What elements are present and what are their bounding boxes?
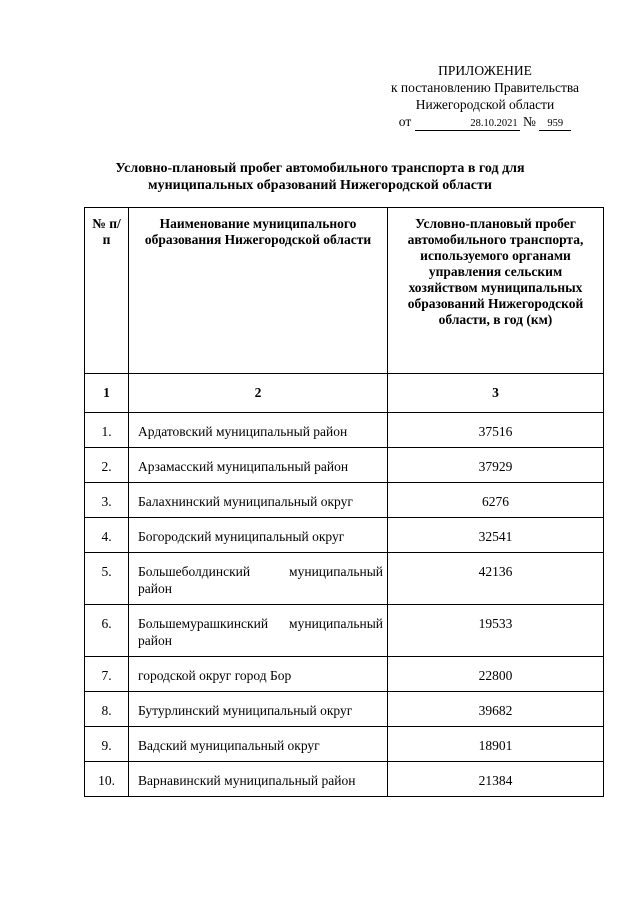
header-mileage: Условно-плановый пробег автомобильного транспорта, используемого органами управления сельским хозяйством муниципальных образований Нижегородской области, в год (км) bbox=[388, 208, 604, 374]
table-row bbox=[85, 762, 604, 797]
table-row bbox=[85, 448, 604, 483]
header-municipality: Наименование муниципального образования Нижегородской области bbox=[129, 208, 388, 374]
table-row bbox=[85, 605, 604, 657]
row-number: 4. bbox=[85, 518, 129, 553]
decree-date: 28.10.2021 bbox=[415, 118, 520, 131]
table-row bbox=[85, 727, 604, 762]
mileage-value: 22800 bbox=[388, 657, 604, 692]
column-number: 1 bbox=[85, 374, 129, 413]
number-label: № bbox=[522, 114, 536, 129]
municipality-name: Богородский муниципальный округ bbox=[129, 518, 388, 553]
row-number: 10. bbox=[85, 762, 129, 797]
column-number: 2 bbox=[129, 374, 388, 413]
row-number: 5. bbox=[85, 553, 129, 605]
mileage-value: 37929 bbox=[388, 448, 604, 483]
mileage-value: 37516 bbox=[388, 413, 604, 448]
mileage-table bbox=[84, 207, 604, 797]
row-number: 3. bbox=[85, 483, 129, 518]
document-title bbox=[70, 160, 570, 194]
table-row bbox=[85, 413, 604, 448]
municipality-name: Ардатовский муниципальный район bbox=[129, 413, 388, 448]
municipality-name: Вадский муниципальный округ bbox=[129, 727, 388, 762]
row-number: 7. bbox=[85, 657, 129, 692]
appendix-line-2: к постановлению Правительства bbox=[390, 80, 580, 95]
municipality-name: Балахнинский муниципальный округ bbox=[129, 483, 388, 518]
header-number: № п/п bbox=[85, 208, 129, 374]
document-title-line-1: Условно-плановый пробег автомобильного транспорта в год для bbox=[115, 161, 525, 176]
table-row bbox=[85, 518, 604, 553]
municipality-name: городской округ город Бор bbox=[129, 657, 388, 692]
column-number: 3 bbox=[388, 374, 604, 413]
municipality-name: Варнавинский муниципальный район bbox=[129, 762, 388, 797]
mileage-value: 18901 bbox=[388, 727, 604, 762]
decree-number: 959 bbox=[539, 118, 571, 131]
mileage-value: 39682 bbox=[388, 692, 604, 727]
appendix-header bbox=[360, 62, 610, 131]
column-number-row bbox=[85, 374, 604, 413]
municipality-name: Большемурашкинский муниципальный район bbox=[129, 605, 388, 657]
mileage-value: 42136 bbox=[388, 553, 604, 605]
municipality-name: Арзамасский муниципальный район bbox=[129, 448, 388, 483]
row-number: 8. bbox=[85, 692, 129, 727]
municipality-name: Большеболдинский муниципальный район bbox=[129, 553, 388, 605]
appendix-date-line bbox=[360, 113, 610, 131]
row-number: 6. bbox=[85, 605, 129, 657]
municipality-name: Бутурлинский муниципальный округ bbox=[129, 692, 388, 727]
row-number: 1. bbox=[85, 413, 129, 448]
mileage-value: 32541 bbox=[388, 518, 604, 553]
table-row bbox=[85, 657, 604, 692]
mileage-value: 21384 bbox=[388, 762, 604, 797]
from-label: от bbox=[398, 114, 412, 129]
row-number: 2. bbox=[85, 448, 129, 483]
document-title-line-2: муниципальных образований Нижегородской области bbox=[148, 178, 492, 193]
mileage-value: 6276 bbox=[388, 483, 604, 518]
table-row bbox=[85, 483, 604, 518]
appendix-title: ПРИЛОЖЕНИЕ bbox=[438, 63, 532, 78]
table-row bbox=[85, 553, 604, 605]
table-row bbox=[85, 692, 604, 727]
table-header-row bbox=[85, 208, 604, 374]
row-number: 9. bbox=[85, 727, 129, 762]
appendix-line-3: Нижегородской области bbox=[415, 97, 555, 112]
mileage-value: 19533 bbox=[388, 605, 604, 657]
